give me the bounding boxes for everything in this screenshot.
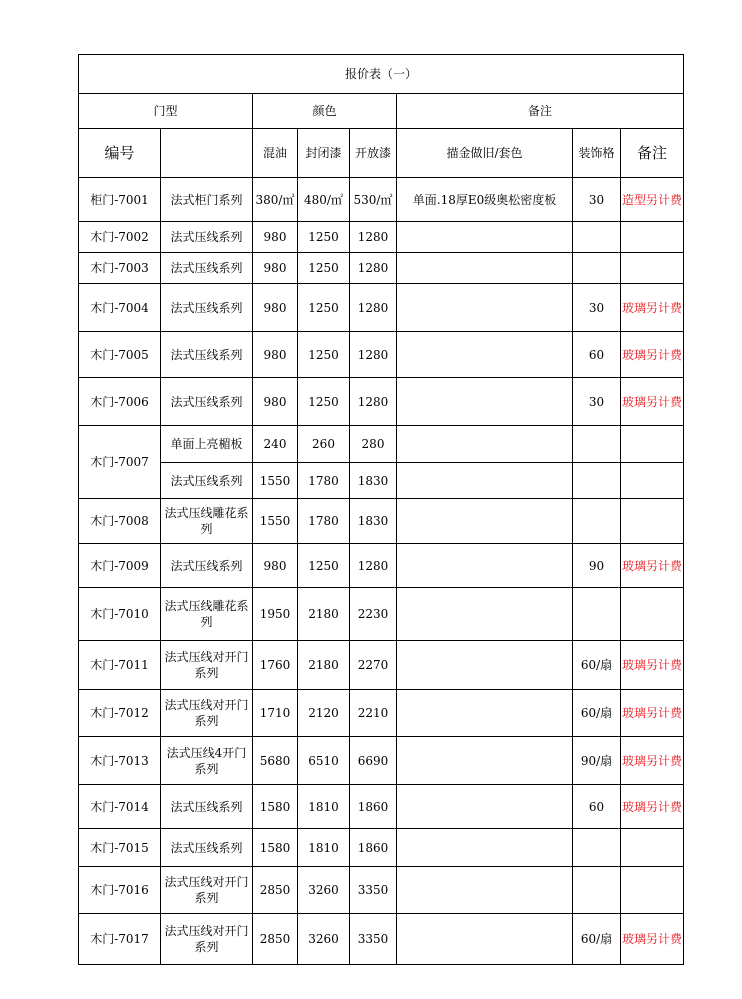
closed-paint-cell: 1780 <box>298 463 350 499</box>
remark-cell <box>621 829 684 867</box>
closed-paint-cell: 260 <box>298 426 350 463</box>
open-paint-cell: 2230 <box>350 588 397 641</box>
group-header-color: 颜色 <box>253 94 397 129</box>
code-cell: 木门-7003 <box>79 253 161 284</box>
gold-trim-cell <box>397 588 573 641</box>
mixed-oil-cell: 1710 <box>253 690 298 737</box>
code-cell: 木门-7016 <box>79 867 161 914</box>
closed-paint-cell: 2120 <box>298 690 350 737</box>
closed-paint-cell: 2180 <box>298 641 350 690</box>
code-cell: 木门-7017 <box>79 914 161 965</box>
gold-trim-cell <box>397 499 573 544</box>
name-cell: 法式压线对开门系列 <box>161 641 253 690</box>
remark-cell: 玻璃另计费 <box>621 544 684 588</box>
decor-cell <box>573 867 621 914</box>
gold-trim-cell <box>397 332 573 378</box>
group-header-remark: 备注 <box>397 94 684 129</box>
table-row <box>79 829 684 867</box>
table-row <box>79 253 684 284</box>
mixed-oil-cell: 380/㎡ <box>253 178 298 222</box>
code-cell: 木门-7015 <box>79 829 161 867</box>
code-cell: 木门-7004 <box>79 284 161 332</box>
closed-paint-cell: 6510 <box>298 737 350 785</box>
mixed-oil-cell: 1550 <box>253 463 298 499</box>
name-cell: 单面上亮楣板 <box>161 426 253 463</box>
open-paint-cell: 280 <box>350 426 397 463</box>
mixed-oil-cell: 980 <box>253 378 298 426</box>
closed-paint-cell: 1780 <box>298 499 350 544</box>
remark-cell <box>621 222 684 253</box>
remark-cell <box>621 867 684 914</box>
open-paint-cell: 1280 <box>350 253 397 284</box>
remark-cell <box>621 499 684 544</box>
name-cell: 法式压线系列 <box>161 253 253 284</box>
column-header-remark: 备注 <box>621 129 684 178</box>
closed-paint-cell: 1250 <box>298 332 350 378</box>
remark-cell: 玻璃另计费 <box>621 785 684 829</box>
gold-trim-cell <box>397 914 573 965</box>
gold-trim-cell <box>397 426 573 463</box>
table-row <box>79 737 684 785</box>
gold-trim-cell <box>397 785 573 829</box>
decor-cell: 90 <box>573 544 621 588</box>
decor-cell: 90/扇 <box>573 737 621 785</box>
mixed-oil-cell: 980 <box>253 332 298 378</box>
gold-trim-cell <box>397 737 573 785</box>
name-cell: 法式压线系列 <box>161 829 253 867</box>
name-cell: 法式压线系列 <box>161 222 253 253</box>
gold-trim-cell <box>397 690 573 737</box>
table-row <box>79 222 684 253</box>
name-cell: 法式压线系列 <box>161 544 253 588</box>
code-cell: 木门-7014 <box>79 785 161 829</box>
gold-trim-cell <box>397 253 573 284</box>
column-header-closed-paint: 封闭漆 <box>298 129 350 178</box>
mixed-oil-cell: 240 <box>253 426 298 463</box>
page-title: 报价表（一） <box>79 55 684 94</box>
table-row <box>79 641 684 690</box>
mixed-oil-cell: 1950 <box>253 588 298 641</box>
open-paint-cell: 530/㎡ <box>350 178 397 222</box>
decor-cell <box>573 463 621 499</box>
open-paint-cell: 2210 <box>350 690 397 737</box>
decor-cell: 30 <box>573 178 621 222</box>
mixed-oil-cell: 980 <box>253 253 298 284</box>
code-cell: 木门-7006 <box>79 378 161 426</box>
mixed-oil-cell: 980 <box>253 284 298 332</box>
code-cell: 木门-7007 <box>79 426 161 499</box>
open-paint-cell: 1280 <box>350 284 397 332</box>
table-row <box>79 690 684 737</box>
decor-cell <box>573 253 621 284</box>
code-cell: 木门-7002 <box>79 222 161 253</box>
gold-trim-cell <box>397 284 573 332</box>
decor-cell: 60 <box>573 785 621 829</box>
open-paint-cell: 1280 <box>350 378 397 426</box>
remark-cell <box>621 426 684 463</box>
table-row <box>79 332 684 378</box>
column-header-number: 编号 <box>79 129 161 178</box>
decor-cell <box>573 222 621 253</box>
name-cell: 法式压线系列 <box>161 284 253 332</box>
closed-paint-cell: 2180 <box>298 588 350 641</box>
remark-cell: 造型另计费 <box>621 178 684 222</box>
closed-paint-cell: 1250 <box>298 284 350 332</box>
table-row <box>79 914 684 965</box>
decor-cell: 60 <box>573 332 621 378</box>
gold-trim-cell <box>397 641 573 690</box>
gold-trim-cell <box>397 829 573 867</box>
mixed-oil-cell: 1760 <box>253 641 298 690</box>
table-row <box>79 426 684 463</box>
mixed-oil-cell: 1580 <box>253 785 298 829</box>
code-cell: 木门-7010 <box>79 588 161 641</box>
table-row <box>79 378 684 426</box>
open-paint-cell: 1830 <box>350 499 397 544</box>
name-cell: 法式压线4开门系列 <box>161 737 253 785</box>
remark-cell: 玻璃另计费 <box>621 737 684 785</box>
table-row <box>79 867 684 914</box>
open-paint-cell: 2270 <box>350 641 397 690</box>
decor-cell: 60/扇 <box>573 641 621 690</box>
code-cell: 木门-7005 <box>79 332 161 378</box>
price-table <box>78 54 684 965</box>
table-row <box>79 284 684 332</box>
name-cell: 法式压线对开门系列 <box>161 867 253 914</box>
table-row <box>79 463 684 499</box>
remark-cell <box>621 588 684 641</box>
name-cell: 法式压线系列 <box>161 332 253 378</box>
table-row <box>79 544 684 588</box>
remark-cell: 玻璃另计费 <box>621 641 684 690</box>
table-row <box>79 785 684 829</box>
decor-cell: 60/扇 <box>573 690 621 737</box>
decor-cell <box>573 426 621 463</box>
open-paint-cell: 1280 <box>350 544 397 588</box>
remark-cell: 玻璃另计费 <box>621 378 684 426</box>
group-header-door-type: 门型 <box>79 94 253 129</box>
closed-paint-cell: 1810 <box>298 785 350 829</box>
gold-trim-cell <box>397 378 573 426</box>
open-paint-cell: 1280 <box>350 222 397 253</box>
code-cell: 木门-7008 <box>79 499 161 544</box>
mixed-oil-cell: 980 <box>253 544 298 588</box>
column-header-gold-trim: 描金做旧/套色 <box>397 129 573 178</box>
closed-paint-cell: 1810 <box>298 829 350 867</box>
closed-paint-cell: 1250 <box>298 378 350 426</box>
code-cell: 木门-7013 <box>79 737 161 785</box>
name-cell: 法式压线系列 <box>161 378 253 426</box>
name-cell: 法式压线雕花系列 <box>161 499 253 544</box>
closed-paint-cell: 1250 <box>298 253 350 284</box>
name-cell: 法式压线系列 <box>161 785 253 829</box>
open-paint-cell: 1860 <box>350 829 397 867</box>
decor-cell: 60/扇 <box>573 914 621 965</box>
closed-paint-cell: 480/㎡ <box>298 178 350 222</box>
open-paint-cell: 3350 <box>350 867 397 914</box>
decor-cell: 30 <box>573 284 621 332</box>
name-cell: 法式压线系列 <box>161 463 253 499</box>
remark-cell <box>621 463 684 499</box>
gold-trim-cell: 单面.18厚E0级奥松密度板 <box>397 178 573 222</box>
gold-trim-cell <box>397 544 573 588</box>
decor-cell: 30 <box>573 378 621 426</box>
column-header-name <box>161 129 253 178</box>
remark-cell: 玻璃另计费 <box>621 284 684 332</box>
gold-trim-cell <box>397 463 573 499</box>
decor-cell <box>573 499 621 544</box>
closed-paint-cell: 1250 <box>298 544 350 588</box>
decor-cell <box>573 829 621 867</box>
code-cell: 木门-7012 <box>79 690 161 737</box>
closed-paint-cell: 3260 <box>298 867 350 914</box>
mixed-oil-cell: 2850 <box>253 867 298 914</box>
table-row <box>79 178 684 222</box>
mixed-oil-cell: 980 <box>253 222 298 253</box>
mixed-oil-cell: 2850 <box>253 914 298 965</box>
name-cell: 法式压线对开门系列 <box>161 914 253 965</box>
open-paint-cell: 1830 <box>350 463 397 499</box>
closed-paint-cell: 1250 <box>298 222 350 253</box>
open-paint-cell: 3350 <box>350 914 397 965</box>
closed-paint-cell: 3260 <box>298 914 350 965</box>
code-cell: 柜门-7001 <box>79 178 161 222</box>
mixed-oil-cell: 1550 <box>253 499 298 544</box>
open-paint-cell: 6690 <box>350 737 397 785</box>
gold-trim-cell <box>397 222 573 253</box>
remark-cell: 玻璃另计费 <box>621 690 684 737</box>
open-paint-cell: 1860 <box>350 785 397 829</box>
table-row <box>79 499 684 544</box>
mixed-oil-cell: 1580 <box>253 829 298 867</box>
gold-trim-cell <box>397 867 573 914</box>
column-header-mixed-oil: 混油 <box>253 129 298 178</box>
column-header-open-paint: 开放漆 <box>350 129 397 178</box>
code-cell: 木门-7011 <box>79 641 161 690</box>
name-cell: 法式压线雕花系列 <box>161 588 253 641</box>
column-header-decor-panel: 装饰格 <box>573 129 621 178</box>
code-cell: 木门-7009 <box>79 544 161 588</box>
remark-cell <box>621 253 684 284</box>
table-row <box>79 588 684 641</box>
open-paint-cell: 1280 <box>350 332 397 378</box>
remark-cell: 玻璃另计费 <box>621 332 684 378</box>
decor-cell <box>573 588 621 641</box>
mixed-oil-cell: 5680 <box>253 737 298 785</box>
name-cell: 法式柜门系列 <box>161 178 253 222</box>
remark-cell: 玻璃另计费 <box>621 914 684 965</box>
name-cell: 法式压线对开门系列 <box>161 690 253 737</box>
